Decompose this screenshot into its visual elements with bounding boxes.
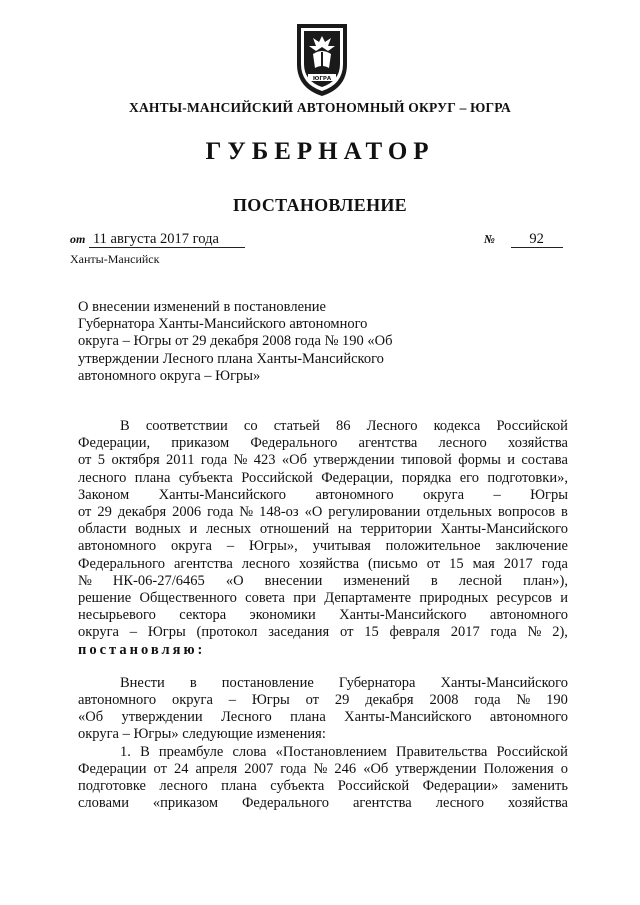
body-line: подготовке лесного плана субъекта Российской Федерации» заменить [78, 778, 568, 795]
document-date: 11 августа 2017 года [89, 231, 245, 248]
coat-of-arms-emblem [291, 18, 353, 98]
body-line: автономного округа – Югры», учитывая положительное заключение [78, 538, 568, 555]
document-type: ПОСТАНОВЛЕНИЕ [233, 195, 407, 215]
body-line: от 5 октября 2011 года № 423 «Об утверждении типовой формы и состава [78, 452, 568, 469]
document-number: 92 [511, 231, 563, 248]
number-prefix: № [484, 232, 495, 246]
item-1-paragraph [78, 744, 568, 813]
body-line: несырьевого сектора экономики Ханты-Мансийского автономного [78, 607, 568, 624]
city-name: Ханты-Мансийск [70, 252, 160, 266]
body-line: словами «приказом Федерального агентства лесного хозяйства [78, 795, 568, 812]
emblem-label: ЮГРА [312, 76, 332, 82]
body-line: области водных и лесных отношений на территории Ханты-Мансийского [78, 521, 568, 538]
body-line: Внести в постановление Губернатора Ханты-Мансийского [120, 674, 568, 691]
date-prefix: от [70, 232, 86, 246]
subject-line: утверждении Лесного плана Ханты-Мансийского [78, 350, 384, 367]
preamble-paragraph [78, 418, 568, 659]
subject-line: О внесении изменений в постановление [78, 299, 326, 315]
number-field [484, 231, 563, 248]
subject-line: округа – Югры от 29 декабря 2008 года № 190 «Об [78, 333, 393, 350]
subject-line: Губернатора Ханты-Мансийского автономного [78, 316, 368, 333]
body-line: В соответствии со статьей 86 Лесного кодекса Российской [120, 418, 568, 434]
region-name: ХАНТЫ-МАНСИЙСКИЙ АВТОНОМНЫЙ ОКРУГ – ЮГРА [129, 100, 511, 115]
body-line: Законом Ханты-Мансийского автономного округа – Югры [78, 486, 568, 503]
subject-line: автономного округа – Югры» [78, 367, 261, 384]
body-line: Федерации, приказом Федерального агентства лесного хозяйства [78, 435, 568, 452]
body-line: автономного округа – Югры от 29 декабря 2008 года № 190 [78, 692, 568, 709]
body-line: 1. В преамбуле слова «Постановлением Правительства Российской [120, 743, 568, 760]
body-line: «Об утверждении Лесного плана Ханты-Мансийского автономного [78, 709, 568, 726]
body-line: решение Общественного совета при Департаменте природных ресурсов и [78, 590, 568, 607]
document-subject [78, 299, 418, 385]
body-line: округа – Югры (протокол заседания от 15 февраля 2017 года № 2), [78, 624, 568, 641]
governor-title: ГУБЕРНАТОР [205, 138, 435, 165]
document-body [78, 418, 568, 812]
body-line: лесного плана субъекта Российской Федерации, порядка его подготовки», [78, 469, 568, 486]
date-field [70, 231, 245, 248]
body-line: Федерального агентства лесного хозяйства (письмо от 15 мая 2017 года [78, 555, 568, 572]
body-line: округа – Югры» следующие изменения: [78, 726, 326, 743]
intro-paragraph [78, 675, 568, 744]
body-line: Федерации от 24 апреля 2007 года № 246 «Об утверждении Положения о [78, 760, 568, 777]
body-line: от 29 декабря 2006 года № 148-оз «О регулировании отдельных вопросов в [78, 504, 568, 521]
resolve-word: постановляю: [78, 641, 206, 658]
body-line: № НК-06-27/6465 «О внесении изменений в лесной план»), [78, 572, 568, 589]
